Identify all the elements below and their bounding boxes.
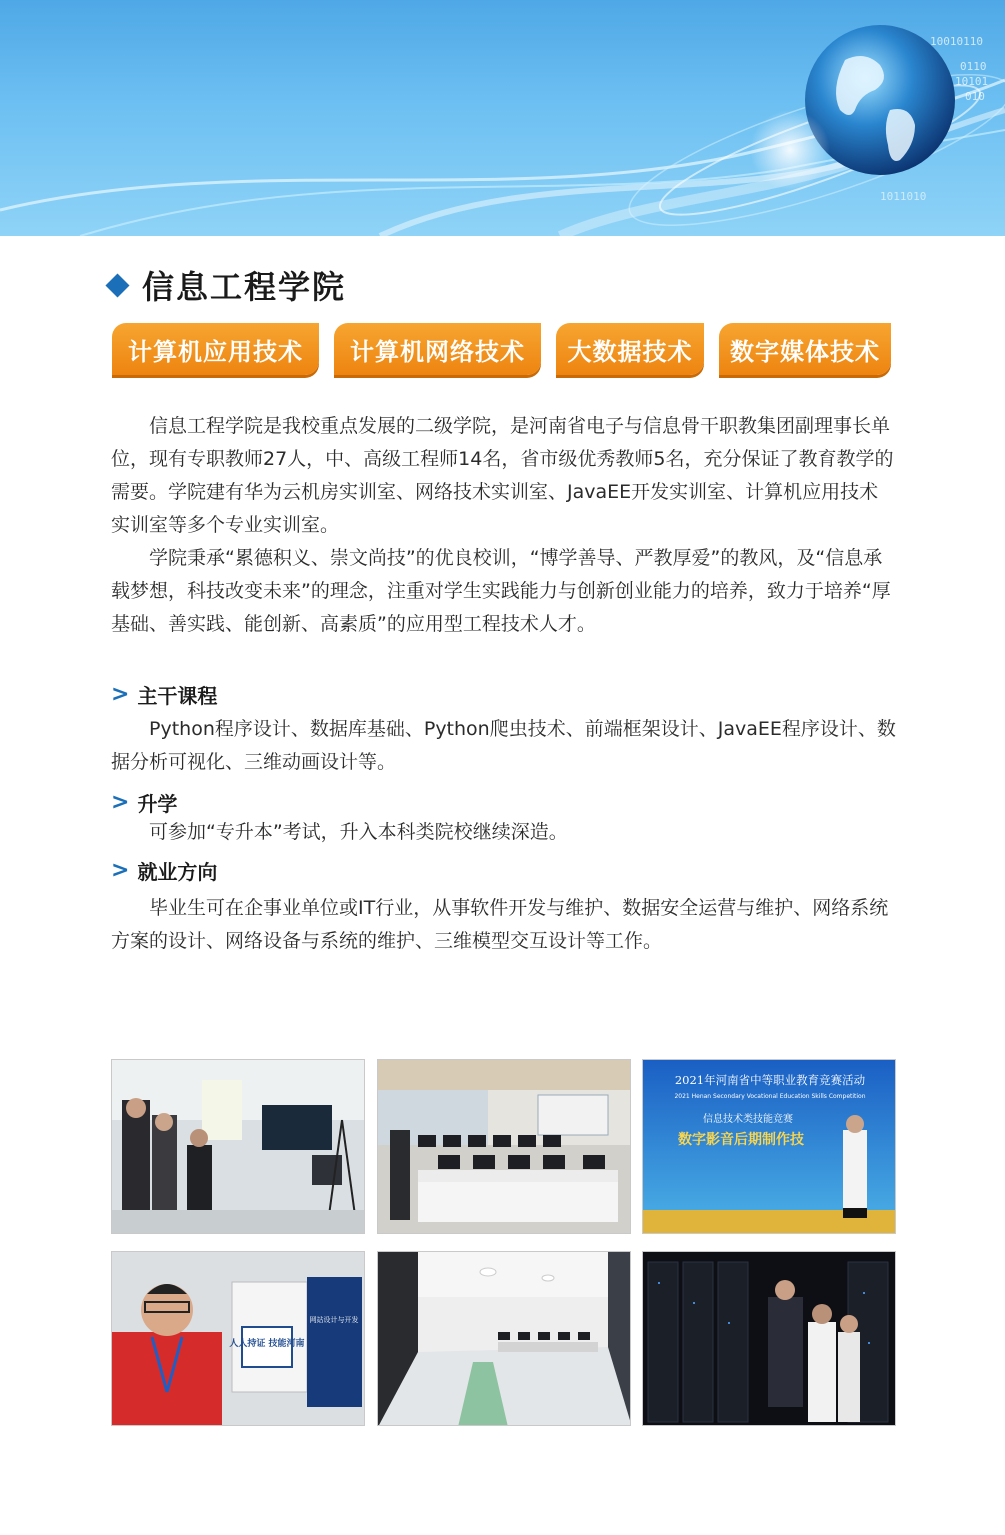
board-text: 人人持证 技能河南	[229, 1339, 305, 1349]
binary-text-5: 1011010	[880, 190, 927, 203]
chevron-right-icon: >	[111, 790, 130, 815]
chevron-right-icon: >	[111, 858, 130, 883]
panel-text: 网站设计与开发	[309, 1316, 359, 1324]
binary-text-2: 0110	[960, 60, 987, 73]
major-tag-digital-media: 数字媒体技术	[719, 323, 891, 375]
competition-title: 2021年河南省中等职业教育竞赛活动	[674, 1073, 866, 1087]
photo-competition-backdrop	[642, 1059, 896, 1234]
heading-further-study	[111, 788, 177, 817]
competition-line1: 信息技术类技能竞赛	[703, 1114, 793, 1125]
section-title-row	[105, 262, 346, 308]
intro-paragraph-1: 信息工程学院是我校重点发展的二级学院，是河南省电子与信息骨干职教集团副理事长单位，现有专职教师27人，中、高级工程师14名，省市级优秀教师5名，充分保证了教育教学的需要。学院建有华为云机房实训室、网络技术实训室、JavaEE开发实训室、计算机应用技术实训室等多个专业实训室。	[111, 415, 894, 536]
core-courses-text: Python程序设计、数据库基础、Python爬虫技术、前端框架设计、JavaEE程序设计、数据分析可视化、三维动画设计等。	[111, 718, 896, 773]
chevron-right-icon: >	[111, 682, 130, 707]
heading-further-study-label: 升学	[137, 792, 178, 816]
heading-core-courses-label: 主干课程	[137, 684, 218, 708]
intro-paragraph-2: 学院秉承“累德积义、崇文尚技”的优良校训，“博学善导、严教厚爱”的教风，及“信息承载梦想，科技改变未来”的理念，注重对学生实践能力与创新创业能力的培养，致力于培养“厚基础、善实践、能创新、高素质”的应用型工程技术人才。	[111, 547, 891, 635]
competition-subtitle: 2021 Henan Secondary Vocational Education Skills Competition	[674, 1093, 866, 1100]
binary-text-4: 010	[965, 90, 985, 103]
section-title: 信息工程学院	[142, 268, 347, 306]
heading-core-courses	[111, 680, 217, 709]
photo-vr-lab	[111, 1059, 365, 1234]
heading-employment	[111, 856, 217, 885]
major-tag-computer-application: 计算机应用技术	[112, 323, 319, 375]
heading-employment-label: 就业方向	[137, 860, 218, 884]
further-study-text: 可参加“专升本”考试，升入本科类院校继续深造。	[149, 821, 568, 843]
header-banner	[0, 0, 1005, 236]
binary-text-1: 10010110	[930, 35, 983, 48]
photo-lab-corridor	[377, 1251, 631, 1426]
photo-student-portrait	[111, 1251, 365, 1426]
major-tag-computer-network: 计算机网络技术	[334, 323, 541, 375]
photo-server-room	[642, 1251, 896, 1426]
major-tag-big-data: 大数据技术	[556, 323, 704, 375]
binary-text-3: 10101	[955, 75, 989, 88]
diamond-bullet-icon	[105, 273, 129, 297]
photo-computer-lab	[377, 1059, 631, 1234]
competition-line2: 数字影音后期制作技	[678, 1132, 804, 1148]
employment-text: 毕业生可在企事业单位或IT行业，从事软件开发与维护、数据安全运营与维护、网络系统方案的设计、网络设备与系统的维护、三维模型交互设计等工作。	[111, 897, 889, 952]
